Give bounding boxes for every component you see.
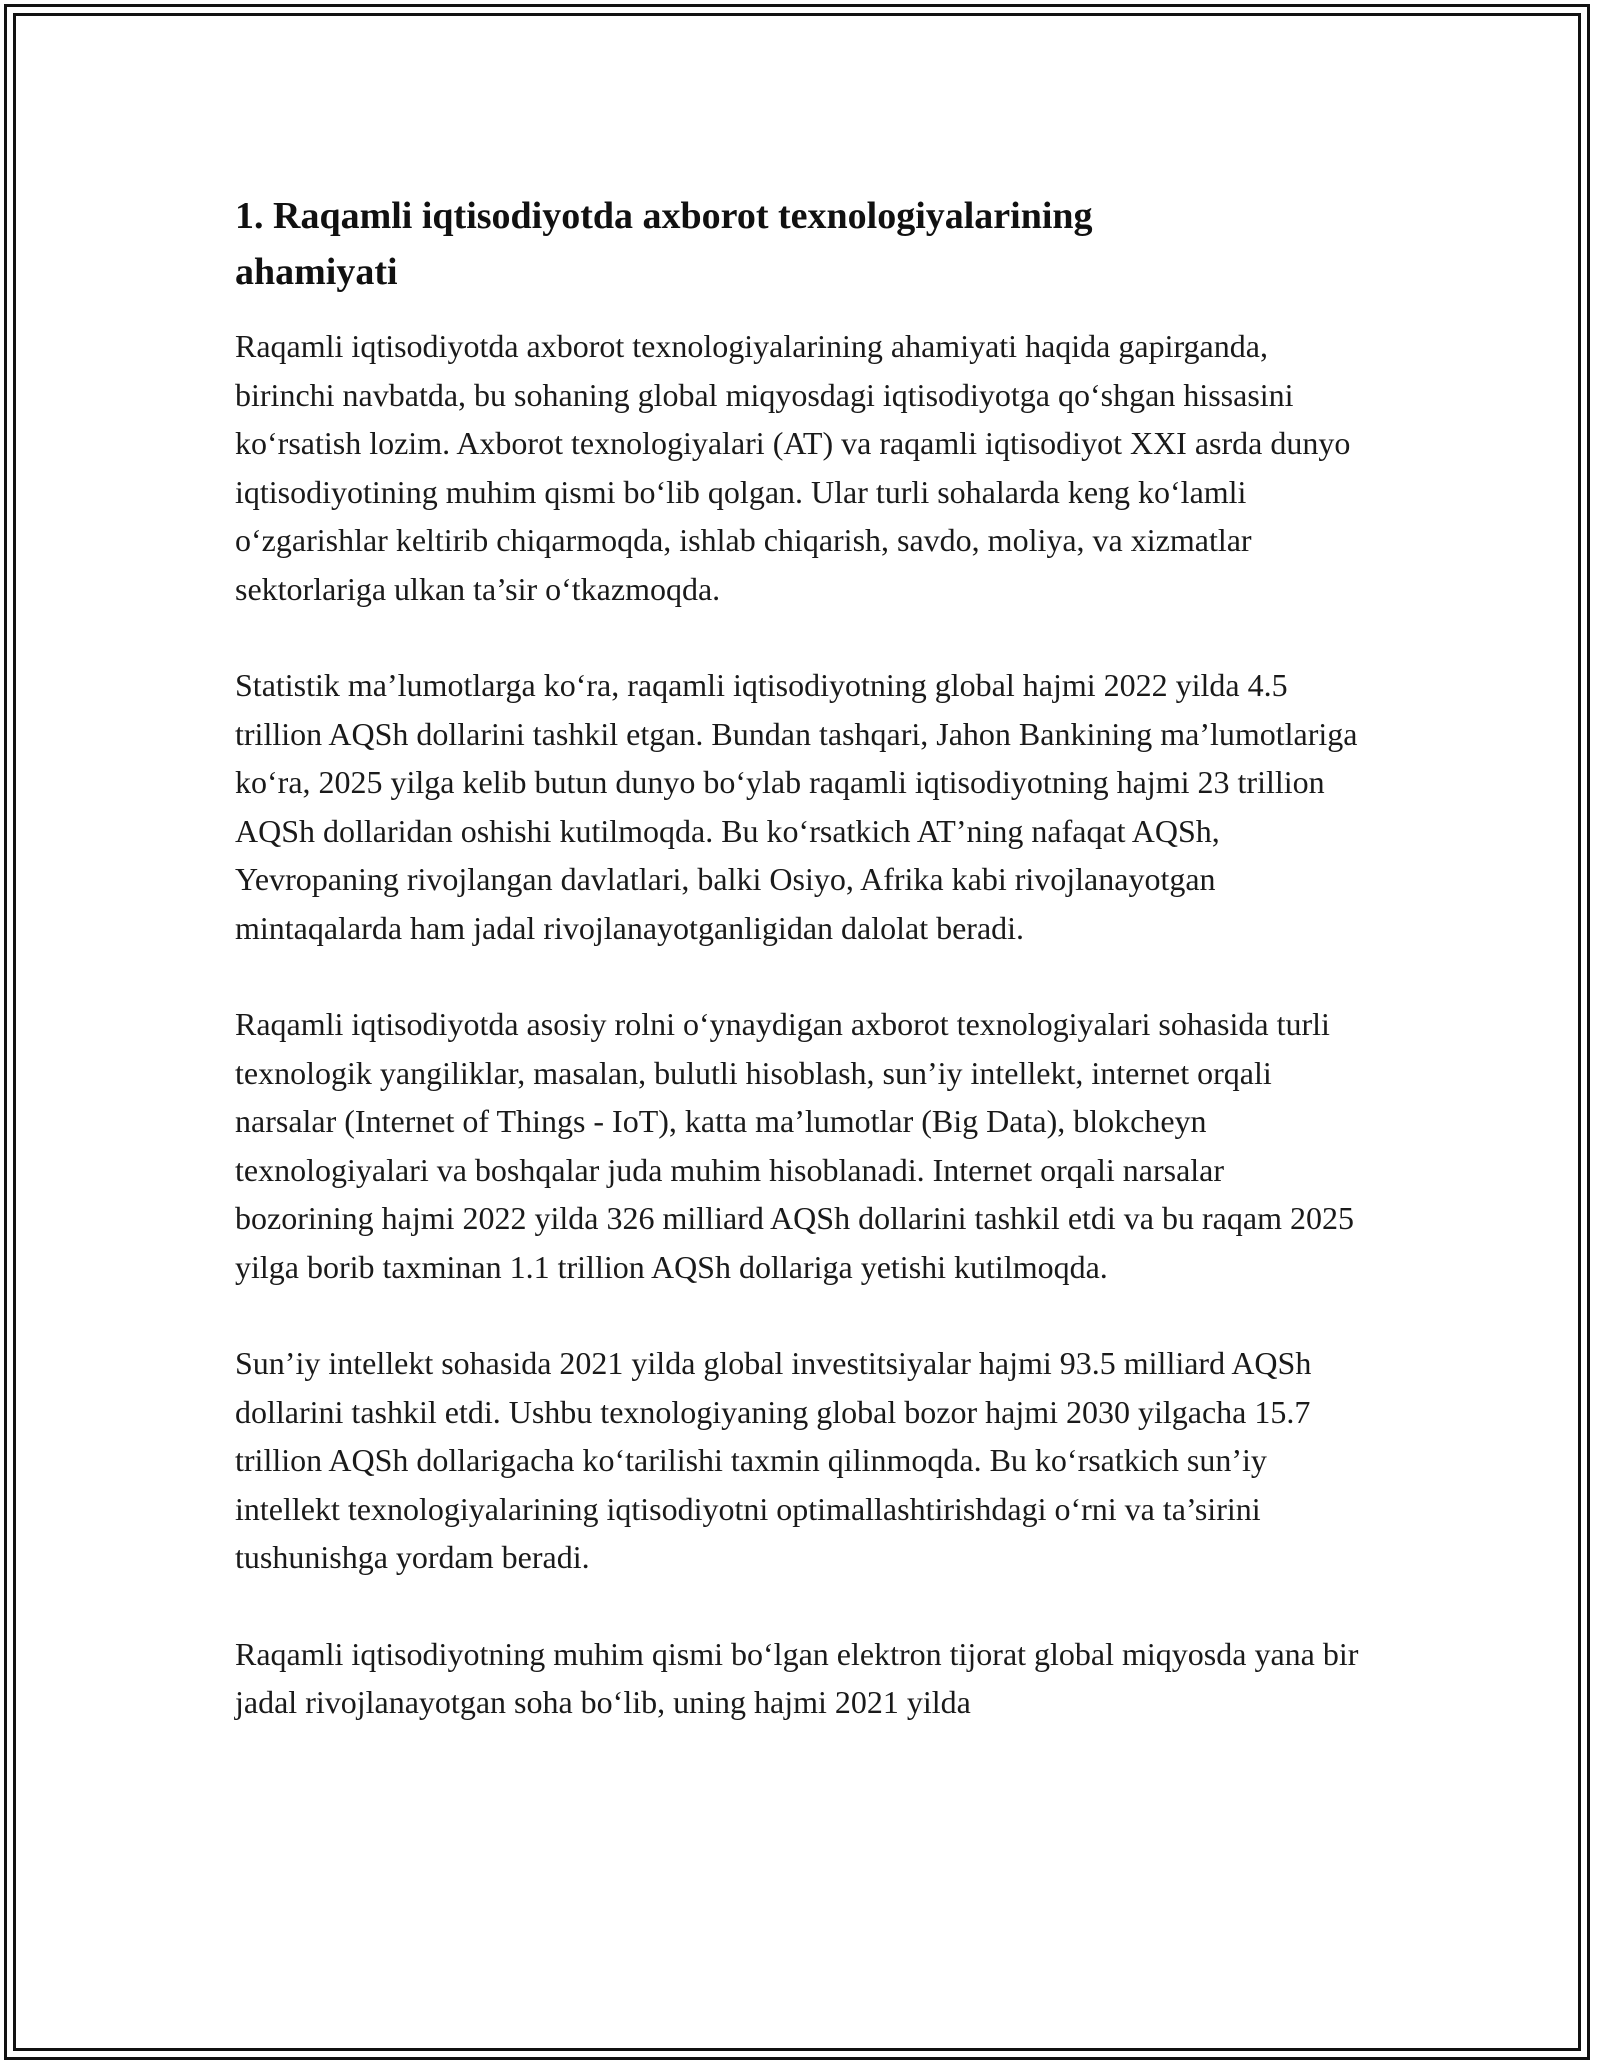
document-body [235, 188, 1370, 1775]
section-heading: 1. Raqamli iqtisodiyotda axborot texnologiyalarining ahamiyati [235, 195, 1093, 293]
paragraph-3: Raqamli iqtisodiyotda asosiy rolni o‘ynaydigan axborot texnologiyalari sohasida turli texnologik yangiliklar, masalan, bulutli hisoblash, sun’iy intellekt, internet orqali narsalar (Internet of Things - IoT), katta ma’lumotlar (Big Data), blokcheyn texnologiyalari va boshqalar juda muhim hisoblanadi. Internet orqali narsalar bozorining hajmi 2022 yilda 326 milliard AQSh dollarini tashkil etdi va bu raqam 2025 yilga borib taxminan 1.1 trillion AQSh dollariga yetishi kutilmoqda. [235, 1006, 1354, 1285]
paragraph-5: Raqamli iqtisodiyotning muhim qismi bo‘lgan elektron tijorat global miqyosda yana bir jadal rivojlanayotgan soha bo‘lib, uning hajmi 2021 yilda [235, 1635, 1359, 1720]
paragraph-4: Sun’iy intellekt sohasida 2021 yilda global investitsiyalar hajmi 93.5 milliard AQSh dollarini tashkil etdi. Ushbu texnologiyaning global bozor hajmi 2030 yilgacha 15.7 trillion AQSh dollarigacha ko‘tarilishi taxmin qilinmoqda. Bu ko‘rsatkich sun’iy intellekt texnologiyalarining iqtisodiyotni optimallashtirishdagi o‘rni va ta’sirini tushunishga yordam beradi. [235, 1345, 1312, 1575]
paragraph-1: Raqamli iqtisodiyotda axborot texnologiyalarining ahamiyati haqida gapirganda, birinchi navbatda, bu sohaning global miqyosdagi iqtisodiyotga qo‘shgan hissasini ko‘rsatish lozim. Axborot texnologiyalari (AT) va raqamli iqtisodiyot XXI asrda dunyo iqtisodiyotining muhim qismi bo‘lib qolgan. Ular turli sohalarda keng ko‘lamli o‘zgarishlar keltirib chiqarmoqda, ishlab chiqarish, savdo, moliya, va xizmatlar sektorlariga ulkan ta’sir o‘tkazmoqda. [235, 328, 1351, 607]
paragraph-2: Statistik ma’lumotlarga ko‘ra, raqamli iqtisodiyotning global hajmi 2022 yilda 4.5 trillion AQSh dollarini tashkil etgan. Bundan tashqari, Jahon Bankining ma’lumotlariga ko‘ra, 2025 yilga kelib butun dunyo bo‘ylab raqamli iqtisodiyotning hajmi 23 trillion AQSh dollaridan oshishi kutilmoqda. Bu ko‘rsatkich AT’ning nafaqat AQSh, Yevropaning rivojlangan davlatlari, balki Osiyo, Afrika kabi rivojlanayotgan mintaqalarda ham jadal rivojlanayotganligidan dalolat beradi. [235, 667, 1358, 946]
